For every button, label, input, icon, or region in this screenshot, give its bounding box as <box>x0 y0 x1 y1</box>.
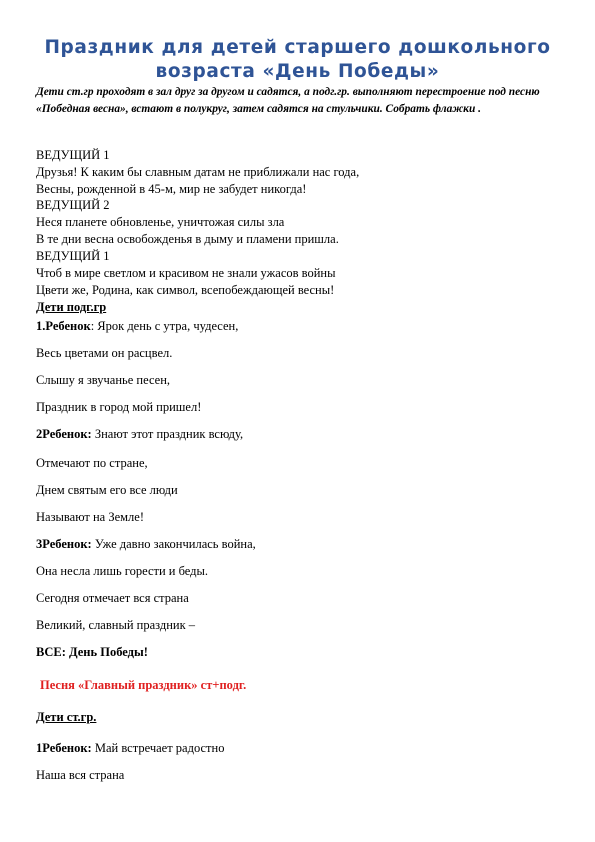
child-1-line-2: Весь цветами он расцвел. <box>36 346 173 360</box>
host-2-line-2: В те дни весна освобожденья в дыму и пламени пришла. <box>36 232 339 246</box>
title-line-1: Праздник для детей старшего дошкольного <box>44 37 551 58</box>
child-2-line-4: Называют на Земле! <box>36 510 144 524</box>
document-title <box>20 36 575 84</box>
child-2-label: 2Ребенок: <box>36 427 92 441</box>
senior-child-1-text-1: Май встречает радостно <box>91 741 225 755</box>
child-1-line-3: Слышу я звучанье песен, <box>36 373 171 387</box>
host-1-label-repeat: ВЕДУЩИЙ 1 <box>36 249 110 263</box>
child-3-line-2: Она несла лишь горести и беды. <box>36 564 209 578</box>
senior-child-1-line-1 <box>36 741 566 756</box>
child-2-line-2: Отмечают по стране, <box>36 456 148 470</box>
intro-paragraph: Дети ст.гр проходят в зал друг за другом и садятся, а подг.гр. выполняют перестроение под песню «Победная весна», встают в полукруг, затем садятся на стульчики. Собрать флажки . <box>36 86 540 115</box>
senior-child-1-label: 1Ребенок: <box>36 741 92 755</box>
child-3-label: 3Ребенок: <box>36 537 92 551</box>
song-line: Песня «Главный праздник» ст+подг. <box>40 678 247 692</box>
child-1-line-1 <box>36 319 566 334</box>
child-3-line-3: Сегодня отмечает вся страна <box>36 591 189 605</box>
child-2-text-1: Знают этот праздник всюду, <box>91 427 244 441</box>
title-line-2: возраста «День Победы» <box>155 61 440 82</box>
group-senior-heading: Дети ст.гр. <box>36 710 97 724</box>
group-prep-heading: Дети подг.гр <box>36 300 107 314</box>
host-2-label: ВЕДУЩИЙ 2 <box>36 198 110 212</box>
child-3-line-1 <box>36 537 566 552</box>
child-3-text-1: Уже давно закончилась война, <box>91 537 256 551</box>
child-2-line-1 <box>36 427 566 442</box>
senior-child-1-line-2: Наша вся страна <box>36 768 125 782</box>
child-3-line-4: Великий, славный праздник – <box>36 618 196 632</box>
child-1-label: 1.Ребенок <box>36 319 91 333</box>
host-1-label: ВЕДУЩИЙ 1 <box>36 148 110 162</box>
host-2-line-1: Неся планете обновленье, уничтожая силы зла <box>36 215 285 229</box>
all-together-line: ВСЕ: День Победы! <box>36 645 148 659</box>
child-2-line-3: Днем святым его все люди <box>36 483 178 497</box>
child-1-line-4: Праздник в город мой пришел! <box>36 400 202 414</box>
host-1-repeat-line-1: Чтоб в мире светлом и красивом не знали ужасов войны <box>36 266 336 280</box>
child-1-text-1: : Ярок день с утра, чудесен, <box>90 319 239 333</box>
host-1-line-1: Друзья! К каким бы славным датам не приближали нас года, <box>36 165 360 179</box>
host-1-repeat-line-2: Цвети же, Родина, как символ, всепобеждающей весны! <box>36 283 335 297</box>
host-1-line-2: Весны, рожденной в 45-м, мир не забудет никогда! <box>36 182 307 196</box>
